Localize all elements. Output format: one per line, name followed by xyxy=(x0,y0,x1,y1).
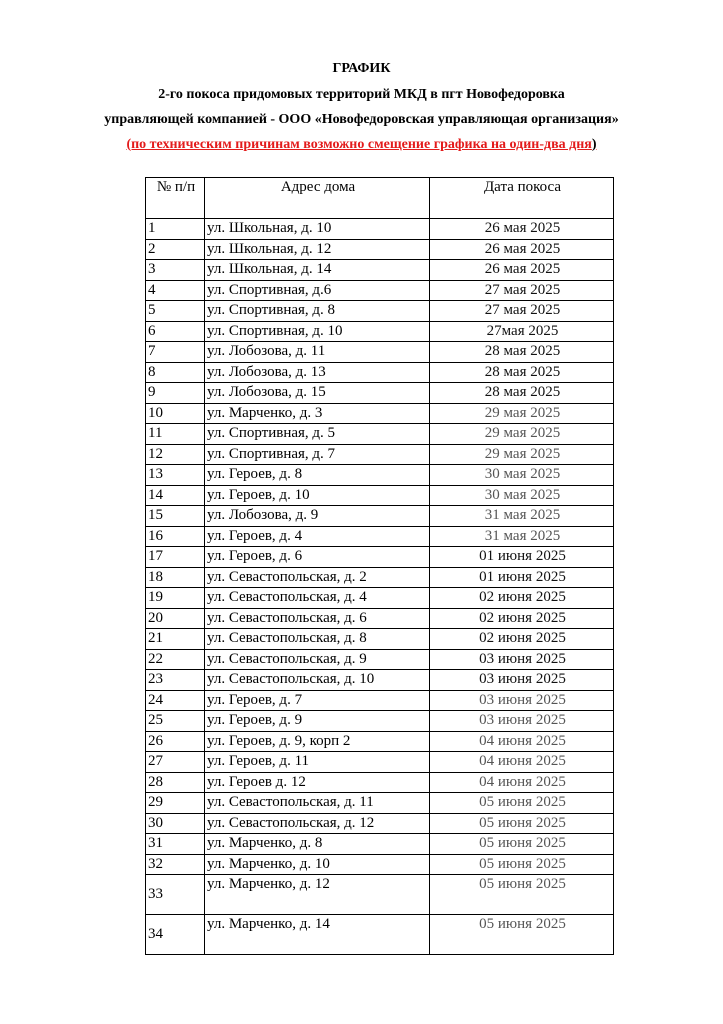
row-address: ул. Марченко, д. 10 xyxy=(205,854,430,875)
row-date: 29 мая 2025 xyxy=(430,444,614,465)
table-row xyxy=(146,752,614,773)
row-address: ул. Героев, д. 9, корп 2 xyxy=(205,731,430,752)
row-address: ул. Школьная, д. 10 xyxy=(205,219,430,240)
row-date: 03 июня 2025 xyxy=(430,670,614,691)
table-row xyxy=(146,567,614,588)
table-row xyxy=(146,424,614,445)
table-row xyxy=(146,915,614,955)
row-date: 27 мая 2025 xyxy=(430,280,614,301)
row-date: 04 июня 2025 xyxy=(430,772,614,793)
row-address: ул. Школьная, д. 12 xyxy=(205,239,430,260)
row-number: 16 xyxy=(146,526,205,547)
row-address: ул. Героев, д. 10 xyxy=(205,485,430,506)
row-address: ул. Спортивная, д. 10 xyxy=(205,321,430,342)
row-date: 03 июня 2025 xyxy=(430,711,614,732)
row-address: ул. Спортивная, д.6 xyxy=(205,280,430,301)
row-date: 26 мая 2025 xyxy=(430,260,614,281)
row-number: 24 xyxy=(146,690,205,711)
document-subtitle-line1: 2-го покоса придомовых территорий МКД в пгт Новофедоровка xyxy=(158,87,565,102)
row-number: 32 xyxy=(146,854,205,875)
table-row xyxy=(146,690,614,711)
row-number: 22 xyxy=(146,649,205,670)
header-address: Адрес дома xyxy=(205,178,430,219)
row-number: 10 xyxy=(146,403,205,424)
row-date: 30 мая 2025 xyxy=(430,465,614,486)
row-address: ул. Героев, д. 4 xyxy=(205,526,430,547)
row-address: ул. Марченко, д. 14 xyxy=(205,915,430,955)
row-date: 29 мая 2025 xyxy=(430,403,614,424)
row-number: 23 xyxy=(146,670,205,691)
row-address: ул. Лобозова, д. 15 xyxy=(205,383,430,404)
row-date: 27 мая 2025 xyxy=(430,301,614,322)
table-row xyxy=(146,813,614,834)
row-number: 26 xyxy=(146,731,205,752)
row-date: 05 июня 2025 xyxy=(430,813,614,834)
row-date: 05 июня 2025 xyxy=(430,793,614,814)
row-address: ул. Марченко, д. 8 xyxy=(205,834,430,855)
row-address: ул. Севастопольская, д. 12 xyxy=(205,813,430,834)
row-number: 34 xyxy=(146,915,205,955)
table-row xyxy=(146,260,614,281)
row-number: 2 xyxy=(146,239,205,260)
row-date: 01 июня 2025 xyxy=(430,547,614,568)
row-address: ул. Спортивная, д. 7 xyxy=(205,444,430,465)
row-date: 26 мая 2025 xyxy=(430,219,614,240)
table-row xyxy=(146,608,614,629)
table-header-row xyxy=(146,178,614,219)
row-address: ул. Севастопольская, д. 6 xyxy=(205,608,430,629)
row-number: 17 xyxy=(146,547,205,568)
table-row xyxy=(146,547,614,568)
row-date: 04 июня 2025 xyxy=(430,752,614,773)
document-title: ГРАФИК xyxy=(332,61,391,76)
row-date: 03 июня 2025 xyxy=(430,649,614,670)
row-number: 31 xyxy=(146,834,205,855)
table-row xyxy=(146,711,614,732)
table-row xyxy=(146,670,614,691)
row-address: ул. Спортивная, д. 8 xyxy=(205,301,430,322)
row-date: 26 мая 2025 xyxy=(430,239,614,260)
row-date: 30 мая 2025 xyxy=(430,485,614,506)
row-address: ул. Спортивная, д. 5 xyxy=(205,424,430,445)
row-address: ул. Севастопольская, д. 11 xyxy=(205,793,430,814)
row-date: 04 июня 2025 xyxy=(430,731,614,752)
row-number: 19 xyxy=(146,588,205,609)
notice-close-paren: ) xyxy=(591,137,597,152)
table-row xyxy=(146,444,614,465)
row-number: 27 xyxy=(146,752,205,773)
row-date: 05 июня 2025 xyxy=(430,875,614,915)
row-date: 03 июня 2025 xyxy=(430,690,614,711)
row-number: 18 xyxy=(146,567,205,588)
row-address: ул. Лобозова, д. 9 xyxy=(205,506,430,527)
row-number: 1 xyxy=(146,219,205,240)
row-date: 31 мая 2025 xyxy=(430,526,614,547)
row-number: 13 xyxy=(146,465,205,486)
row-number: 11 xyxy=(146,424,205,445)
row-address: ул. Марченко, д. 3 xyxy=(205,403,430,424)
row-date: 28 мая 2025 xyxy=(430,362,614,383)
row-number: 28 xyxy=(146,772,205,793)
table-row xyxy=(146,649,614,670)
table-row xyxy=(146,280,614,301)
row-number: 33 xyxy=(146,875,205,915)
row-number: 3 xyxy=(146,260,205,281)
row-address: ул. Севастопольская, д. 10 xyxy=(205,670,430,691)
table-row xyxy=(146,321,614,342)
row-number: 29 xyxy=(146,793,205,814)
row-address: ул. Героев, д. 8 xyxy=(205,465,430,486)
table-row xyxy=(146,875,614,915)
row-date: 27мая 2025 xyxy=(430,321,614,342)
table-row xyxy=(146,239,614,260)
row-date: 02 июня 2025 xyxy=(430,629,614,650)
table-row xyxy=(146,588,614,609)
table-row xyxy=(146,219,614,240)
row-address: ул. Севастопольская, д. 2 xyxy=(205,567,430,588)
table-row xyxy=(146,793,614,814)
document-subtitle-line2: управляющей компанией - ООО «Новофедоровская управляющая организация» xyxy=(104,112,619,127)
row-address: ул. Школьная, д. 14 xyxy=(205,260,430,281)
table-row xyxy=(146,731,614,752)
row-date: 28 мая 2025 xyxy=(430,383,614,404)
row-number: 14 xyxy=(146,485,205,506)
table-row xyxy=(146,772,614,793)
row-date: 05 июня 2025 xyxy=(430,915,614,955)
table-row xyxy=(146,526,614,547)
row-number: 7 xyxy=(146,342,205,363)
table-row xyxy=(146,403,614,424)
row-date: 02 июня 2025 xyxy=(430,588,614,609)
row-number: 30 xyxy=(146,813,205,834)
table-row xyxy=(146,834,614,855)
mowing-schedule-table xyxy=(145,177,614,955)
table-row xyxy=(146,629,614,650)
row-number: 12 xyxy=(146,444,205,465)
row-date: 31 мая 2025 xyxy=(430,506,614,527)
row-address: ул. Севастопольская, д. 9 xyxy=(205,649,430,670)
row-address: ул. Марченко, д. 12 xyxy=(205,875,430,915)
schedule-shift-notice xyxy=(0,137,723,153)
row-number: 8 xyxy=(146,362,205,383)
row-number: 21 xyxy=(146,629,205,650)
table-body xyxy=(146,219,614,955)
row-address: ул. Героев, д. 11 xyxy=(205,752,430,773)
row-number: 6 xyxy=(146,321,205,342)
row-date: 05 июня 2025 xyxy=(430,834,614,855)
row-date: 28 мая 2025 xyxy=(430,342,614,363)
row-date: 01 июня 2025 xyxy=(430,567,614,588)
row-address: ул. Героев, д. 6 xyxy=(205,547,430,568)
table-row xyxy=(146,506,614,527)
row-address: ул. Героев, д. 9 xyxy=(205,711,430,732)
row-number: 4 xyxy=(146,280,205,301)
row-date: 29 мая 2025 xyxy=(430,424,614,445)
row-address: ул. Героев, д. 7 xyxy=(205,690,430,711)
header-number: № п/п xyxy=(146,178,205,219)
header-date: Дата покоса xyxy=(430,178,614,219)
row-address: ул. Севастопольская, д. 8 xyxy=(205,629,430,650)
table-row xyxy=(146,854,614,875)
table-row xyxy=(146,383,614,404)
row-number: 5 xyxy=(146,301,205,322)
table-row xyxy=(146,342,614,363)
row-date: 05 июня 2025 xyxy=(430,854,614,875)
row-address: ул. Севастопольская, д. 4 xyxy=(205,588,430,609)
row-number: 9 xyxy=(146,383,205,404)
table-row xyxy=(146,362,614,383)
notice-text: (по техническим причинам возможно смещение графика на один-два дня xyxy=(126,137,592,152)
row-number: 15 xyxy=(146,506,205,527)
table-row xyxy=(146,465,614,486)
row-address: ул. Лобозова, д. 13 xyxy=(205,362,430,383)
table-row xyxy=(146,485,614,506)
row-address: ул. Лобозова, д. 11 xyxy=(205,342,430,363)
row-number: 25 xyxy=(146,711,205,732)
row-date: 02 июня 2025 xyxy=(430,608,614,629)
row-number: 20 xyxy=(146,608,205,629)
row-address: ул. Героев д. 12 xyxy=(205,772,430,793)
table-row xyxy=(146,301,614,322)
